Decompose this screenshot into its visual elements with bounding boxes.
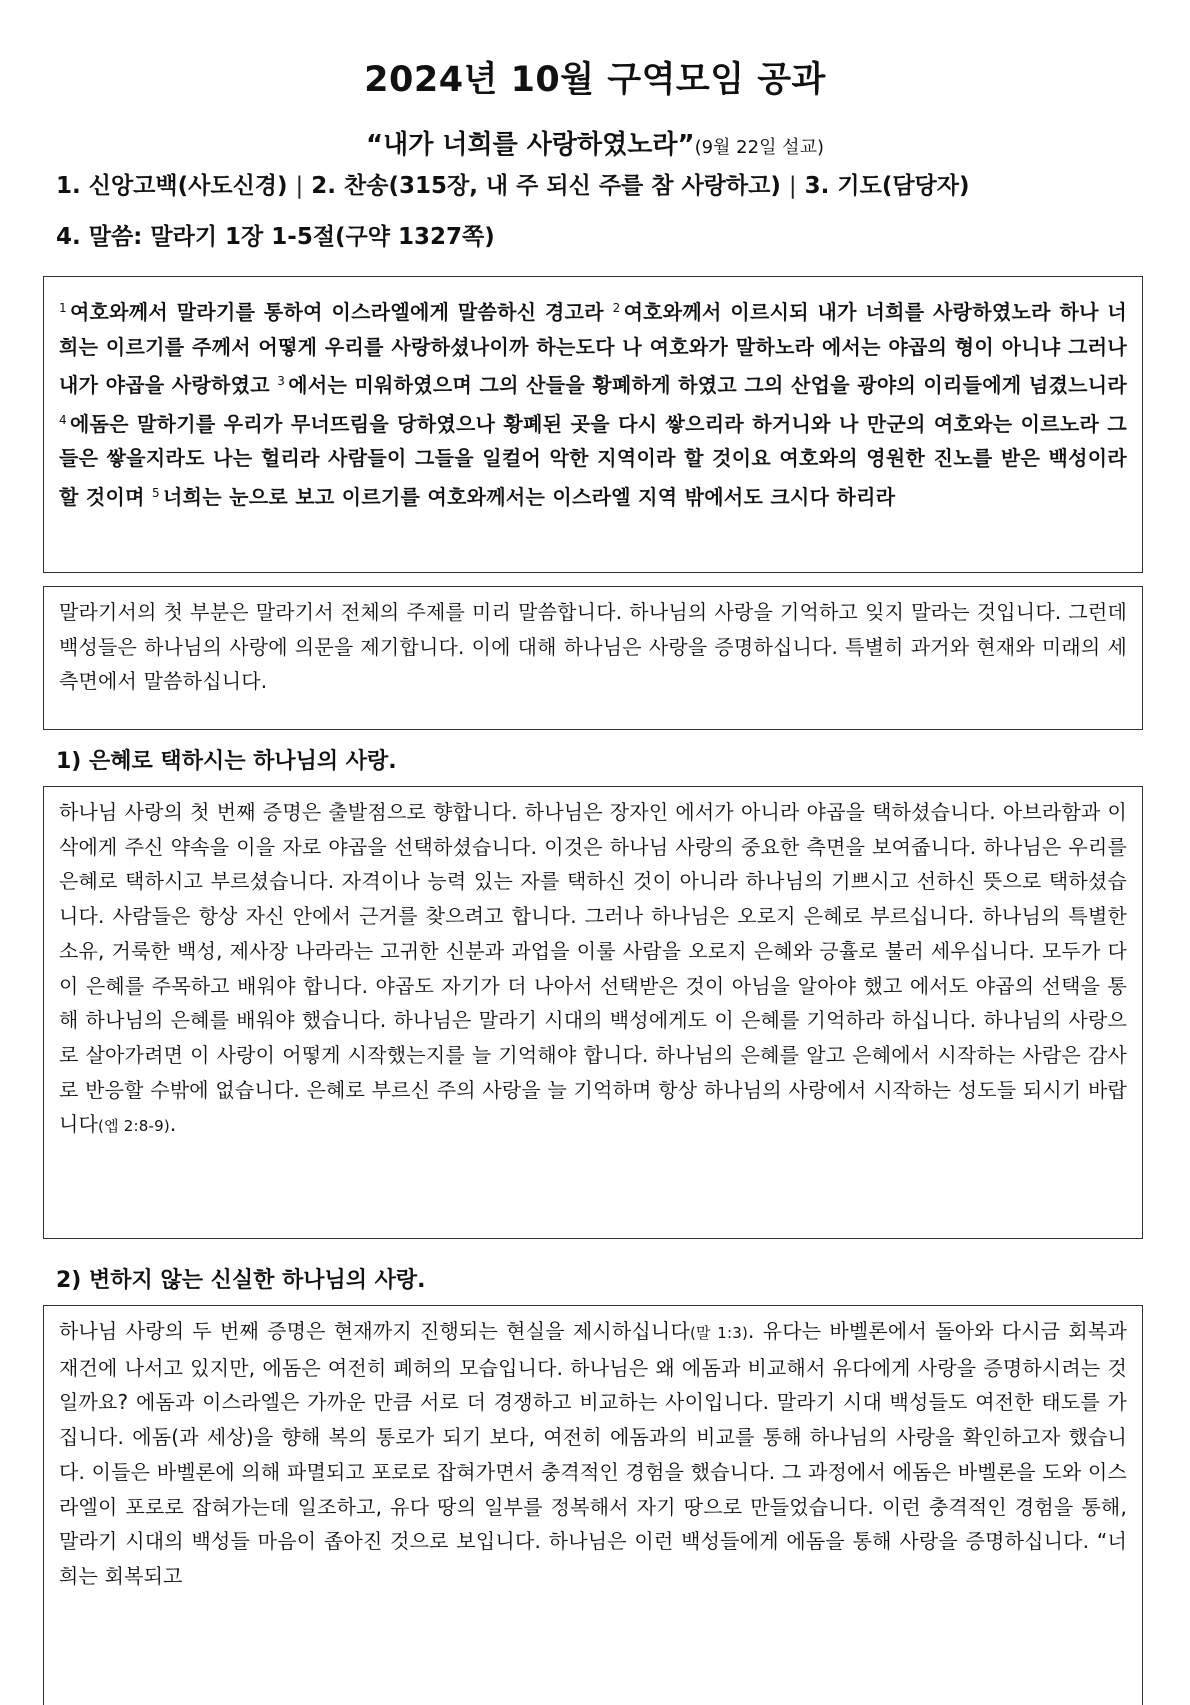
sermon-title-text: “내가 너희를 사랑하였노라” bbox=[366, 130, 695, 160]
section-1-heading: 1) 은혜로 택하시는 하나님의 사랑. bbox=[56, 749, 397, 774]
verse-number: 4 bbox=[59, 412, 67, 427]
section-2-body-rest: . 유다는 바벨론에서 돌아와 다시금 회복과 재건에 나서고 있지만, 에돔은 여전히 폐허의 모습입니다. 하나님은 왜 에돔과 비교해서 유다에게 사랑을 증명하시려는 것일까요? 에돔과 이스라엘은 가까운 만큼 서로 더 경쟁하고 비교하는 사이입니다. 말라기 시대 백성들도 여전한 태도를 가집니다. 에돔(과 세상)을 향해 복의 통로가 되기 보다, 여전히 에돔과의 비교를 통해 하나님의 사랑을 확인하고자 했습니다. 이들은 바벨론에 의해 파멸되고 포로로 잡혀가면서 충격적인 경험을 했습니다. 그 과정에서 에돔은 바벨론을 도와 이스라엘이 포로로 잡혀가는데 일조하고, 유다 땅의 일부를 정복해서 자기 땅으로 만들었습니다. 이런 충격적인 경험을 통해, 말라기 시대의 백성들 마음이 좁아진 것으로 보입니다. 하나님은 이런 백성들에게 에돔을 통해 사랑을 증명하십니다. “너희는 회복되고 bbox=[59, 1319, 1127, 1588]
section-2-body-start: 하나님 사랑의 두 번째 증명은 현재까지 진행되는 현실을 제시하십니다 bbox=[59, 1319, 690, 1343]
order-item-prayer: 3. 기도(담당자) bbox=[804, 173, 970, 199]
verse-text: 여호와께서 이르시되 내가 너희를 사랑하였노라 하나 너희는 이르기를 주께서 어떻게 우리를 사랑하셨나이까 하는도다 나 여호와가 말하노라 에서는 야곱의 형이 아니냐 그러나 내가 야곱을 사랑하였고 bbox=[59, 300, 1128, 397]
verse-text: 너희는 눈으로 보고 이르기를 여호와께서는 이스라엘 지역 밖에서도 크시다 하리라 bbox=[162, 484, 896, 509]
separator: | bbox=[788, 173, 797, 199]
sermon-title bbox=[0, 124, 1190, 161]
verse-text: 에돔은 말하기를 우리가 무너뜨림을 당하였으나 황폐된 곳을 다시 쌓으리라 하거니와 나 만군의 여호와는 이르노라 그들은 쌓을지라도 나는 헐리라 사람들이 그들을 일컬어 악한 지역이라 할 것이요 여호와의 영원한 진노를 받은 백성이라 할 것이며 bbox=[59, 411, 1127, 509]
verse-number: 1 bbox=[59, 301, 67, 315]
intro-text: 말라기서의 첫 부분은 말라기서 전체의 주제를 미리 말씀합니다. 하나님의 사랑을 기억하고 잊지 말라는 것입니다. 그런데 백성들은 하나님의 사랑에 의문을 제기합니다. 이에 대해 하나님은 사랑을 증명하십니다. 특별히 과거와 현재와 미래의 세 측면에서 말씀하십니다. bbox=[59, 600, 1127, 694]
verse-number: 3 bbox=[277, 374, 286, 388]
scripture-passage-box bbox=[43, 276, 1143, 573]
verse-number: 2 bbox=[612, 301, 621, 315]
worship-order-line-1 bbox=[56, 167, 970, 200]
section-1-body: 하나님 사랑의 첫 번째 증명은 출발점으로 향합니다. 하나님은 장자인 에서가 아니라 야곱을 택하셨습니다. 아브라함과 이삭에게 주신 약속을 이을 자로 야곱을 선택하셨습니다. 이것은 하나님 사랑의 중요한 측면을 보여줍니다. 하나님은 우리를 은혜로 택하시고 부르셨습니다. 자격이나 능력 있는 자를 택하신 것이 아니라 하나님의 기쁘시고 선하신 뜻으로 택하셨습니다. 사람들은 항상 자신 안에서 근거를 찾으려고 합니다. 그러나 하나님은 오로지 은혜로 부르십니다. 하나님의 특별한 소유, 거룩한 백성, 제사장 나라라는 고귀한 신분과 과업을 이룰 사람을 오로지 은혜와 긍휼로 불러 세우십니다. 모두가 다 이 은혜를 주목하고 배워야 합니다. 야곱도 자기가 더 나아서 선택받은 것이 아님을 알아야 했고 에서도 야곱의 선택을 통해 하나님의 은혜를 배워야 했습니다. 하나님은 말라기 시대의 백성에게도 이 은혜를 기억하라 하십니다. 하나님의 사랑으로 살아가려면 이 사랑이 어떻게 시작했는지를 늘 기억해야 합니다. 하나님의 은혜를 알고 은혜에서 시작하는 사람은 감사로 반응할 수밖에 없습니다. 은혜로 부르신 주의 사랑을 늘 기억하며 항상 하나님의 사랑에서 시작하는 성도들 되시기 바랍니다 bbox=[59, 800, 1127, 1137]
page-title: 2024년 10월 구역모임 공과 bbox=[364, 60, 826, 100]
order-item-hymn: 2. 찬송(315장, 내 주 되신 주를 참 사랑하고) bbox=[311, 173, 781, 199]
separator: | bbox=[295, 173, 304, 199]
section-2-text bbox=[59, 1314, 1127, 1594]
section-1-box bbox=[43, 786, 1143, 1239]
section-2-box bbox=[43, 1305, 1143, 1705]
verse-number: 5 bbox=[152, 485, 160, 500]
punctuation: . bbox=[169, 1112, 177, 1137]
scripture-text bbox=[59, 291, 1127, 514]
intro-box bbox=[43, 586, 1143, 730]
order-item-creed: 1. 신앙고백(사도신경) bbox=[56, 173, 288, 199]
bible-reference: (말 1:3) bbox=[689, 1324, 749, 1342]
verse-text: 여호와께서 말라기를 통하여 이스라엘에게 말씀하신 경고라 bbox=[69, 300, 613, 324]
worship-order-line-2: 4. 말씀: 말라기 1장 1-5절(구약 1327쪽) bbox=[56, 224, 495, 250]
sermon-date-note: (9월 22일 설교) bbox=[694, 137, 824, 158]
verse-text: 에서는 미워하였으며 그의 산들을 황폐하게 하였고 그의 산업을 광야의 이리들에게 넘겼느니라 bbox=[288, 373, 1127, 397]
bible-reference: (엡 2:8-9) bbox=[98, 1117, 170, 1136]
section-2-heading: 2) 변하지 않는 신실한 하나님의 사랑. bbox=[56, 1268, 426, 1293]
section-1-text bbox=[59, 795, 1127, 1144]
